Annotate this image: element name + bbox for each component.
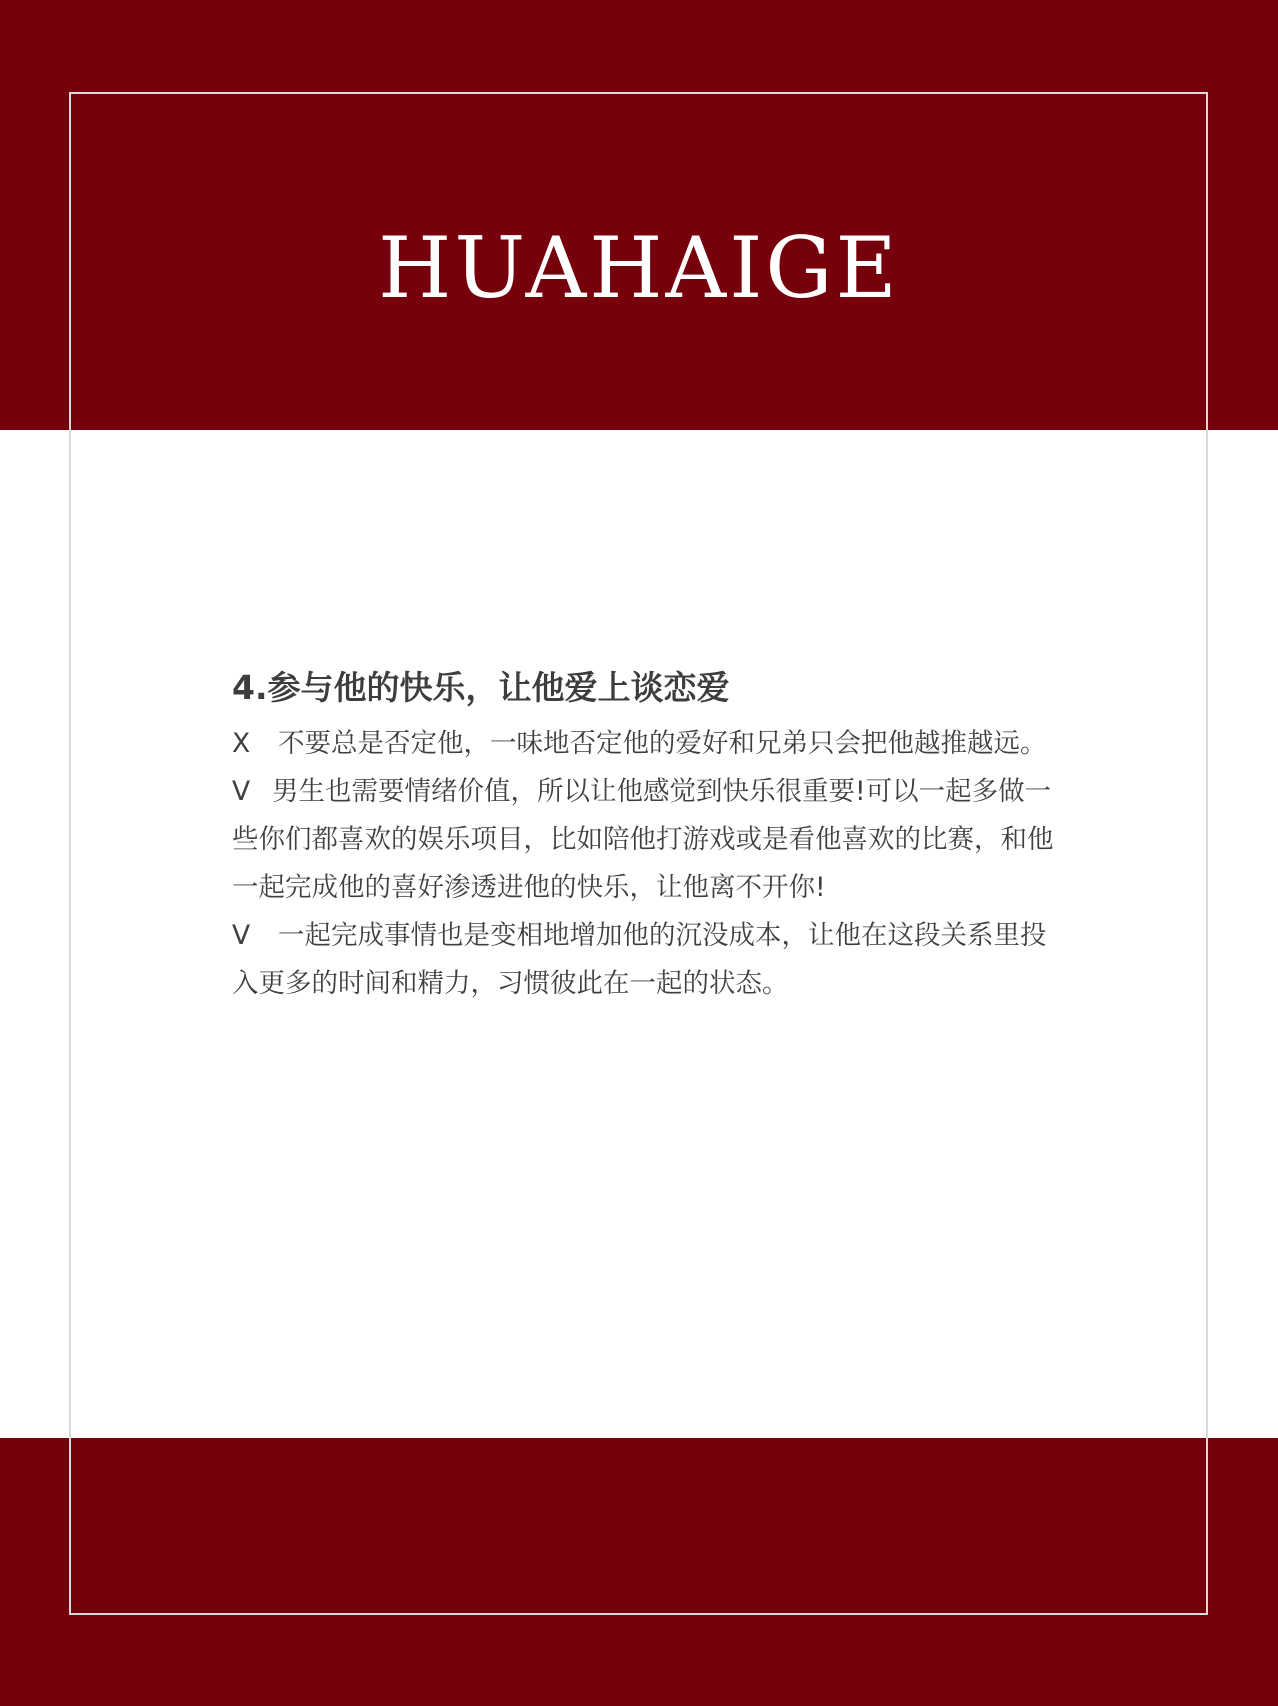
article-content <box>232 664 1062 1008</box>
section-heading: 4.参与他的快乐，让他爱上谈恋爱 <box>232 668 730 707</box>
tip-text: 男生也需要情绪价值，所以让他感觉到快乐很重要!可以一起多做一些你们都喜欢的娱乐项目，比如陪他打游戏或是看他喜欢的比赛，和他一起完成他的喜好渗透进他的快乐，让他离不开你! <box>232 776 1054 903</box>
check-mark: V <box>232 776 251 807</box>
tip-item <box>232 720 1062 768</box>
check-mark: V <box>232 920 251 951</box>
tip-item <box>232 912 1062 1008</box>
tip-item <box>232 768 1062 912</box>
cross-mark: X <box>232 728 251 759</box>
brand-title: HUAHAIGE <box>378 219 900 317</box>
tip-text: 一起完成事情也是变相地增加他的沉没成本，让他在这段关系里投入更多的时间和精力，习惯彼此在一起的状态。 <box>232 920 1047 999</box>
tip-text: 不要总是否定他，一味地否定他的爱好和兄弟只会把他越推越远。 <box>278 728 1047 759</box>
